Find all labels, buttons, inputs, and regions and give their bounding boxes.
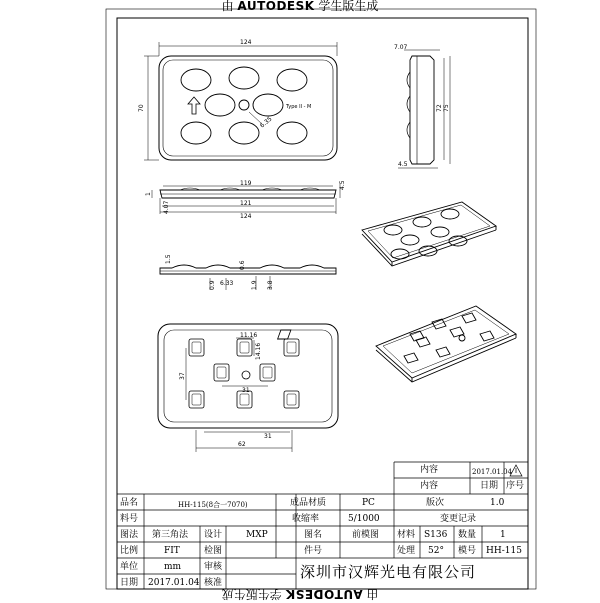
front-dim-121: 121 <box>240 200 252 207</box>
unit-label: 单位 <box>120 562 139 572</box>
mat-label: 材料 <box>397 530 416 540</box>
qty-value: 1 <box>500 530 506 540</box>
front-dim-407: 4.07 <box>163 200 170 214</box>
name-value: HH-115(8合一7070) <box>178 501 248 509</box>
rev-date-header: 日期 <box>480 481 499 491</box>
section-view <box>160 265 336 290</box>
front-dim-124: 124 <box>240 213 252 220</box>
section-dim-b: 0.6 <box>239 260 246 270</box>
iso-bottom-view <box>278 306 516 382</box>
bottom-dim-f: 62 <box>238 441 246 448</box>
part-label: 件号 <box>304 546 323 556</box>
drawing-value: 前模图 <box>352 530 380 540</box>
front-dim-119: 119 <box>240 180 252 187</box>
rev-content-header-2: 内容 <box>420 481 439 491</box>
top-dia-dim: 6.35 <box>258 115 274 130</box>
side-dim-b: 72 <box>436 104 443 112</box>
mold-value: HH-115 <box>486 546 522 556</box>
qty-label: 数量 <box>458 530 477 540</box>
check-label: 检图 <box>204 546 223 556</box>
process-value: 52° <box>428 546 444 556</box>
mold-label: 模号 <box>458 546 477 556</box>
method-label: 图法 <box>120 530 139 540</box>
side-dim-d: 4.5 <box>398 161 408 168</box>
material-label: 成品材质 <box>290 498 327 508</box>
scale-value: FIT <box>164 546 180 556</box>
date-label: 日期 <box>120 578 139 588</box>
version-value: 1.0 <box>490 498 505 508</box>
company-name: 深圳市汉辉光电有限公司 <box>300 563 477 581</box>
scale-label: 比例 <box>120 546 139 556</box>
drawing-label: 图名 <box>304 530 323 540</box>
process-label: 处理 <box>397 546 416 556</box>
iso-top-view <box>362 202 496 266</box>
design-label: 设计 <box>204 530 223 540</box>
front-dim-45: 4.5 <box>339 180 346 190</box>
name-label: 品名 <box>120 498 139 508</box>
date-value: 2017.01.04 <box>148 578 200 588</box>
section-dim-f: 3.8 <box>267 280 274 290</box>
matno-label: 料号 <box>120 514 139 524</box>
section-dim-e: 1.9 <box>251 280 258 290</box>
method-value: 第三角法 <box>152 530 189 540</box>
shrink-value: 5/1000 <box>348 514 380 524</box>
bottom-dim-e: 31 <box>264 433 272 440</box>
watermark-bottom: 由 AUTODESK 学生版生成 <box>221 587 379 601</box>
approve-label: 核准 <box>204 578 223 588</box>
review-label: 审核 <box>204 562 223 572</box>
top-view <box>144 42 337 160</box>
watermark-top: 由 AUTODESK 学生版生成 <box>221 0 379 13</box>
section-dim-c: 0.9 <box>209 280 216 290</box>
bottom-dim-a: 11.16 <box>240 332 258 339</box>
rev-date-value: 2017.01.04 <box>472 468 513 476</box>
material-value: PC <box>362 498 375 508</box>
unit-value: mm <box>164 562 182 572</box>
side-dim-c: 75 <box>443 104 450 112</box>
side-dim-a: 7.07 <box>394 44 408 51</box>
design-value: MXP <box>246 530 268 540</box>
bottom-dim-b: 14.16 <box>255 342 262 360</box>
section-dim-d: 6.33 <box>220 280 234 287</box>
shrink-label: 收缩率 <box>292 514 320 524</box>
front-view <box>152 184 340 214</box>
mat-value: S136 <box>424 530 448 540</box>
rev-content-header: 内容 <box>420 465 439 475</box>
bottom-dim-c: 37 <box>179 372 186 380</box>
bottom-dim-d: 31 <box>242 387 250 394</box>
rev-seq-header: 序号 <box>506 481 525 491</box>
change-record: 变更记录 <box>440 514 477 524</box>
top-type-label: Type II - M <box>286 104 312 110</box>
section-dim-a: 1.5 <box>165 254 172 264</box>
front-dim-1: 1 <box>145 192 152 196</box>
top-height-dim: 70 <box>138 104 145 112</box>
version-label: 版次 <box>426 498 445 508</box>
top-width-dim: 124 <box>240 39 252 46</box>
